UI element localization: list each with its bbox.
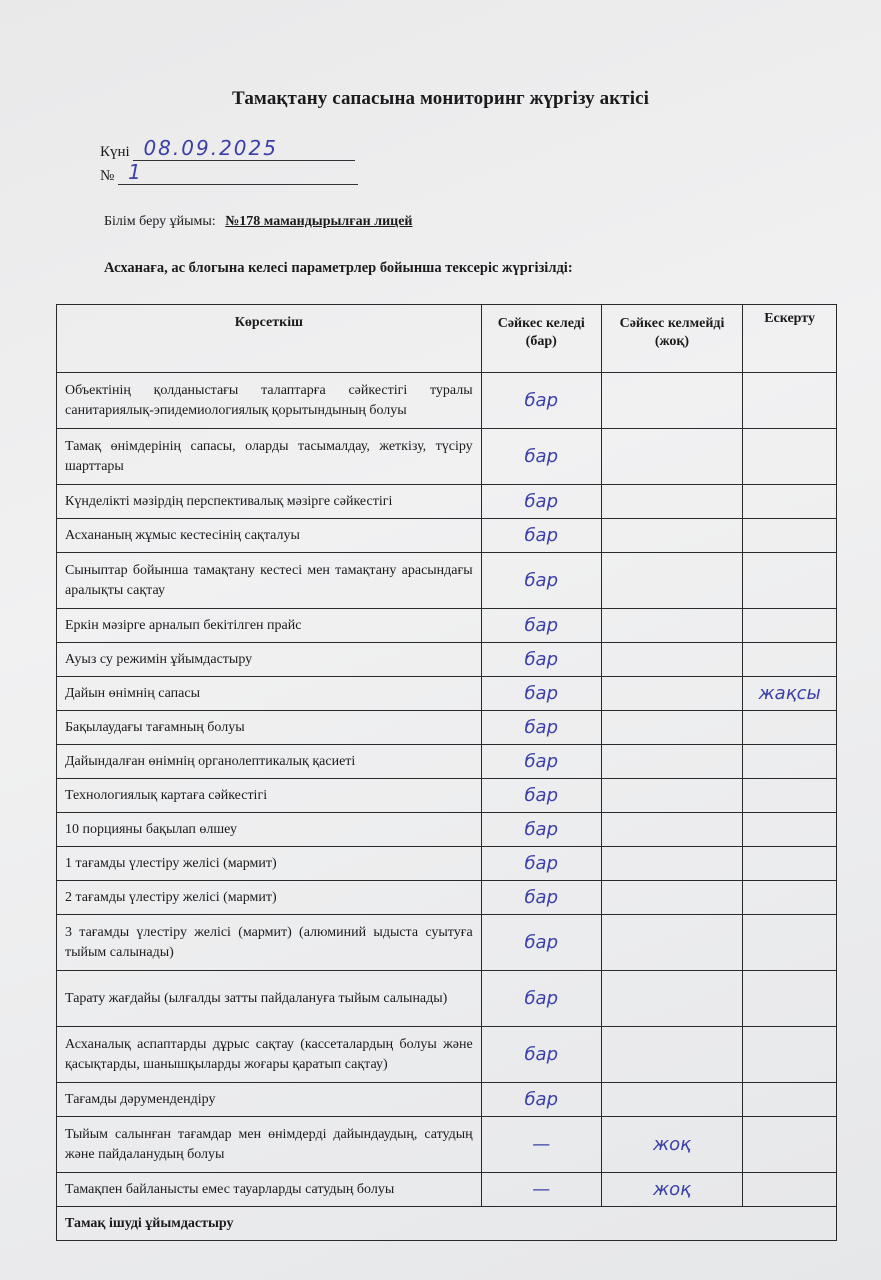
noncompliant-cell-handwriting: жоқ (652, 1179, 692, 1200)
table-row (57, 1173, 837, 1207)
noncompliant-cell (601, 677, 742, 711)
indicator-cell: Асхананың жұмыс кестесінің сақталуы (57, 519, 482, 553)
date-field (100, 136, 355, 161)
note-cell (743, 711, 837, 745)
compliant-cell-handwriting: бар (524, 491, 559, 512)
noncompliant-cell (601, 609, 742, 643)
note-cell (743, 745, 837, 779)
noncompliant-cell (601, 643, 742, 677)
noncompliant-cell (601, 1173, 742, 1207)
compliant-cell (481, 553, 601, 609)
table-row (57, 485, 837, 519)
intro-text: Асханаға, ас блогына келесі параметрлер бойынша тексеріс жүргізілді: (104, 260, 573, 276)
compliant-cell-handwriting: бар (524, 1089, 559, 1110)
note-cell (743, 847, 837, 881)
number-label: № (100, 168, 115, 184)
compliant-cell (481, 971, 601, 1027)
indicator-cell: Ауыз су режимін ұйымдастыру (57, 643, 482, 677)
table-row (57, 745, 837, 779)
indicator-cell: Технологиялық картаға сәйкестігі (57, 779, 482, 813)
note-cell (743, 485, 837, 519)
number-field (100, 160, 358, 185)
table-row (57, 677, 837, 711)
compliant-cell-handwriting: бар (524, 751, 559, 772)
note-cell (743, 813, 837, 847)
compliant-cell (481, 519, 601, 553)
compliant-cell (481, 711, 601, 745)
indicator-cell: Еркін мәзірге арналып бекітілген прайс (57, 609, 482, 643)
compliant-cell (481, 813, 601, 847)
noncompliant-cell (601, 485, 742, 519)
indicator-cell: Дайындалған өнімнің органолептикалық қасиеті (57, 745, 482, 779)
note-cell (743, 609, 837, 643)
compliant-cell (481, 677, 601, 711)
number-value: 1 (128, 160, 143, 184)
indicator-cell: Тамақ өнімдерінің сапасы, оларды тасымалдау, жеткізу, түсіру шарттары (57, 429, 482, 485)
indicator-cell: Сыныптар бойынша тамақтану кестесі мен тамақтану арасындағы аралықты сақтау (57, 553, 482, 609)
monitoring-table (56, 304, 837, 1241)
organization-label: Білім беру ұйымы: (104, 214, 216, 229)
compliant-cell (481, 1083, 601, 1117)
header-note: Ескерту (743, 305, 837, 373)
compliant-cell (481, 915, 601, 971)
compliant-cell (481, 779, 601, 813)
table-row (57, 813, 837, 847)
noncompliant-cell (601, 373, 742, 429)
section-footer: Тамақ ішуді ұйымдастыру (57, 1207, 837, 1241)
note-cell (743, 779, 837, 813)
date-value: 08.09.2025 (143, 136, 278, 160)
noncompliant-cell (601, 1117, 742, 1173)
compliant-cell-handwriting: бар (524, 717, 559, 738)
compliant-cell-handwriting: бар (524, 649, 559, 670)
indicator-cell: Тамақпен байланысты емес тауарларды сатудың болуы (57, 1173, 482, 1207)
indicator-cell: Дайын өнімнің сапасы (57, 677, 482, 711)
table-row (57, 643, 837, 677)
compliant-cell-handwriting: бар (524, 525, 559, 546)
note-cell (743, 1117, 837, 1173)
organization-field (104, 214, 412, 230)
note-cell (743, 881, 837, 915)
noncompliant-cell (601, 519, 742, 553)
noncompliant-cell (601, 553, 742, 609)
compliant-cell-handwriting: бар (524, 819, 559, 840)
table-header-row (57, 305, 837, 373)
compliant-cell-handwriting: бар (524, 683, 559, 704)
compliant-cell-handwriting: бар (524, 446, 559, 467)
table-row (57, 1083, 837, 1117)
compliant-cell-handwriting: бар (524, 853, 559, 874)
table-row (57, 915, 837, 971)
table-row (57, 519, 837, 553)
table-row (57, 779, 837, 813)
noncompliant-cell-handwriting: жоқ (652, 1134, 692, 1155)
compliant-cell-handwriting: бар (524, 1044, 559, 1065)
compliant-cell-handwriting: бар (524, 615, 559, 636)
compliant-cell (481, 609, 601, 643)
document-title: Тамақтану сапасына мониторинг жүргізу актісі (232, 88, 649, 109)
indicator-cell: 10 порцияны бақылап өлшеу (57, 813, 482, 847)
compliant-cell (481, 1117, 601, 1173)
header-indicator: Көрсеткіш (57, 305, 482, 373)
note-cell (743, 429, 837, 485)
table-row (57, 373, 837, 429)
noncompliant-cell (601, 1083, 742, 1117)
noncompliant-cell (601, 429, 742, 485)
compliant-cell-handwriting: бар (524, 932, 559, 953)
note-cell (743, 677, 837, 711)
indicator-cell: 3 тағамды үлестіру желісі (мармит) (алюминий ыдыста суытуға тыйым салынады) (57, 915, 482, 971)
compliant-cell (481, 1173, 601, 1207)
table-row (57, 1027, 837, 1083)
note-cell (743, 373, 837, 429)
indicator-cell: Асханалық аспаптарды дұрыс сақтау (кассеталардың болуы және қасықтарды, шанышқыларды жоғары қаратып сақтау) (57, 1027, 482, 1083)
noncompliant-cell (601, 711, 742, 745)
note-cell (743, 1083, 837, 1117)
indicator-cell: Объектінің қолданыстағы талаптарға сәйкестігі туралы санитариялық-эпидемиологиялық қорытындының болуы (57, 373, 482, 429)
noncompliant-cell (601, 779, 742, 813)
noncompliant-cell (601, 881, 742, 915)
table-row (57, 1117, 837, 1173)
noncompliant-cell (601, 745, 742, 779)
table-row (57, 429, 837, 485)
compliant-cell-handwriting: бар (524, 570, 559, 591)
indicator-cell: Тарату жағдайы (ылғалды затты пайдалануға тыйым салынады) (57, 971, 482, 1027)
date-label: Күні (100, 144, 130, 160)
indicator-cell: 2 тағамды үлестіру желісі (мармит) (57, 881, 482, 915)
note-cell (743, 1027, 837, 1083)
indicator-cell: Күнделікті мәзірдің перспективалық мәзірге сәйкестігі (57, 485, 482, 519)
compliant-cell-handwriting: — (532, 1179, 551, 1200)
noncompliant-cell (601, 847, 742, 881)
note-cell (743, 519, 837, 553)
table-row (57, 553, 837, 609)
note-cell-handwriting: жақсы (758, 683, 821, 704)
indicator-cell: Тыйым салынған тағамдар мен өнімдерді дайындаудың, сатудың және пайдаланудың болуы (57, 1117, 482, 1173)
indicator-cell: Бақылаудағы тағамның болуы (57, 711, 482, 745)
table-row (57, 847, 837, 881)
table-row (57, 971, 837, 1027)
note-cell (743, 915, 837, 971)
note-cell (743, 971, 837, 1027)
table-row (57, 609, 837, 643)
section-footer-row (57, 1207, 837, 1241)
header-noncompliant: Сәйкес келмейді (жоқ) (601, 305, 742, 373)
compliant-cell (481, 847, 601, 881)
table-row (57, 881, 837, 915)
noncompliant-cell (601, 971, 742, 1027)
noncompliant-cell (601, 915, 742, 971)
noncompliant-cell (601, 1027, 742, 1083)
note-cell (743, 643, 837, 677)
header-compliant: Сәйкес келеді (бар) (481, 305, 601, 373)
compliant-cell (481, 1027, 601, 1083)
compliant-cell (481, 373, 601, 429)
compliant-cell-handwriting: бар (524, 988, 559, 1009)
compliant-cell-handwriting: бар (524, 390, 559, 411)
compliant-cell (481, 429, 601, 485)
indicator-cell: Тағамды дәрумендендіру (57, 1083, 482, 1117)
compliant-cell (481, 485, 601, 519)
table-row (57, 711, 837, 745)
compliant-cell (481, 643, 601, 677)
organization-value: №178 мамандырылған лицей (225, 214, 413, 229)
compliant-cell-handwriting: бар (524, 785, 559, 806)
note-cell (743, 1173, 837, 1207)
compliant-cell-handwriting: — (532, 1134, 551, 1155)
compliant-cell (481, 745, 601, 779)
noncompliant-cell (601, 813, 742, 847)
indicator-cell: 1 тағамды үлестіру желісі (мармит) (57, 847, 482, 881)
note-cell (743, 553, 837, 609)
compliant-cell-handwriting: бар (524, 887, 559, 908)
compliant-cell (481, 881, 601, 915)
